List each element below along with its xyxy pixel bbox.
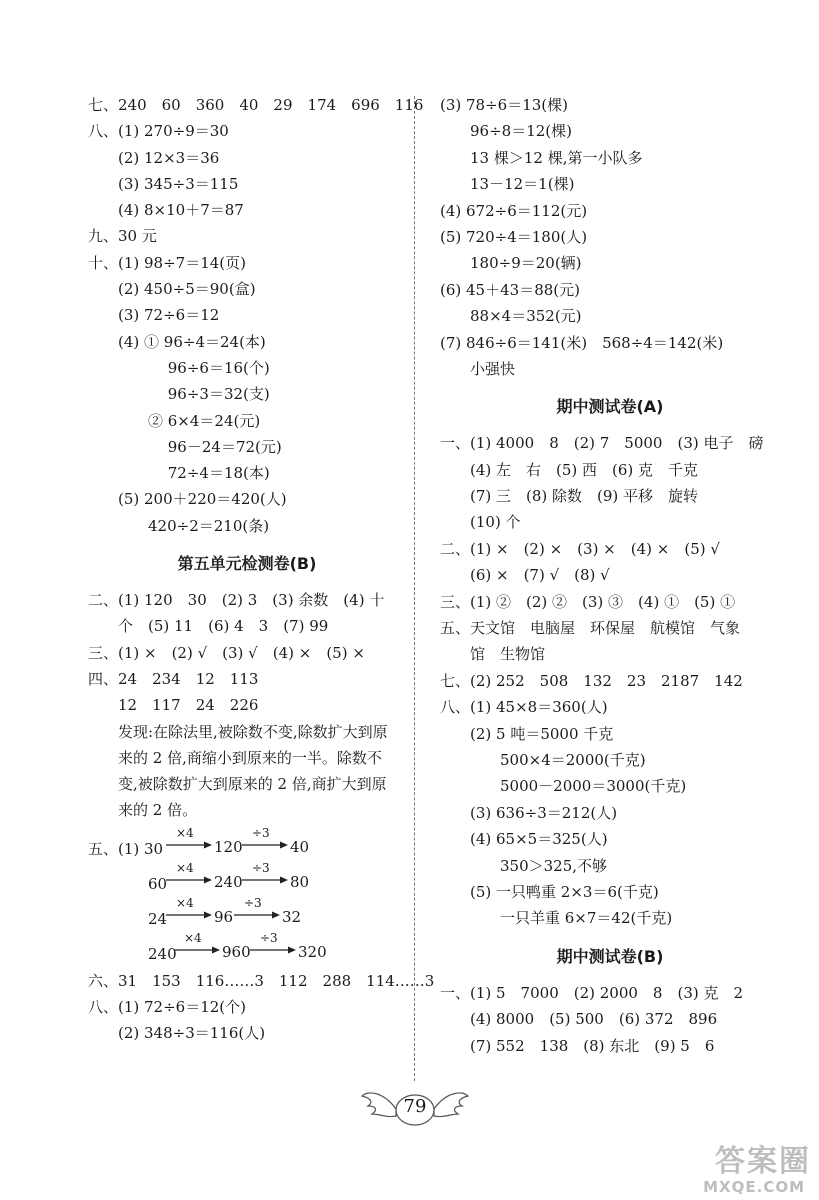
answer-line: (4) 672÷6＝112(元)	[440, 201, 588, 220]
answer-line: 一、(1) 4000 8 (2) 7 5000 (3) 电子 磅	[440, 434, 764, 453]
answer-line: (5) 一只鸭重 2×3＝6(千克)	[440, 882, 659, 901]
chain-end: 80	[290, 872, 310, 891]
operation-label: ×4	[184, 930, 202, 945]
answers-block-c	[88, 968, 435, 1047]
answer-line: 一、(1) 5 7000 (2) 2000 8 (3) 克 2	[440, 983, 744, 1002]
answer-line: (7) 三 (8) 除数 (9) 平移 旋转	[440, 487, 699, 506]
answer-line: (3) 78÷6＝13(棵)	[440, 96, 569, 114]
arrow-chain-row	[88, 824, 406, 859]
arrow-icon	[166, 826, 212, 856]
section-title-midterm-a: 期中测试卷(A)	[556, 397, 664, 417]
chain-start: 240	[88, 944, 177, 963]
answer-line: 13－12＝1(棵)	[440, 175, 575, 194]
answer-line: 96÷6＝16(个)	[88, 358, 270, 377]
operation-label: ×4	[176, 825, 194, 840]
answer-line: 馆 生物馆	[440, 645, 546, 664]
answer-line: (2) 12×3＝36	[88, 148, 220, 167]
answer-line: (10) 个	[440, 513, 521, 532]
answer-line: (6) × (7) √ (8) √	[440, 566, 610, 585]
answer-line: (5) 720÷4＝180(人)	[440, 227, 588, 246]
answer-line: 七、(2) 252 508 132 23 2187 142	[440, 671, 743, 690]
answer-line: 180÷9＝20(辆)	[440, 254, 582, 273]
answers-block-a	[88, 92, 424, 539]
answer-line: 72÷4＝18(本)	[88, 464, 270, 483]
page-number: 79	[403, 1096, 427, 1117]
answer-line: (6) 45＋43＝88(元)	[440, 280, 580, 299]
answer-line: 500×4＝2000(千克)	[440, 750, 646, 769]
answer-line: (4) ① 96÷4＝24(本)	[88, 332, 266, 351]
answer-line: 三、(1) ② (2) ② (3) ③ (4) ① (5) ①	[440, 592, 736, 611]
page-number-badge	[360, 1082, 470, 1136]
chain-start: 五、(1) 30	[88, 839, 164, 858]
answers-block-b	[440, 430, 780, 931]
watermark-logo	[651, 1136, 811, 1196]
operation-label: ÷3	[252, 825, 270, 840]
watermark-text: 答案圈	[715, 1144, 811, 1179]
answer-line: (2) 348÷3＝116(人)	[88, 1024, 266, 1043]
answer-line: 变,被除数扩大到原来的 2 倍,商扩大到原	[88, 775, 387, 794]
answer-line: 八、(1) 72÷6＝12(个)	[88, 998, 247, 1017]
arrow-icon	[234, 896, 280, 926]
answer-line: 二、(1) × (2) × (3) × (4) × (5) √	[440, 539, 720, 558]
chain-end: 320	[298, 942, 327, 961]
answer-line: 一只羊重 6×7＝42(千克)	[440, 909, 673, 928]
answer-line: (4) 65×5＝325(人)	[440, 830, 608, 849]
arrow-icon	[174, 931, 220, 961]
answer-line: (7) 552 138 (8) 东北 (9) 5 6	[440, 1036, 715, 1055]
answer-line: 七、240 60 360 40 29 174 696 116	[88, 96, 424, 114]
chain-middle: 96	[214, 907, 234, 926]
arrow-icon	[242, 861, 288, 891]
column-divider	[414, 96, 415, 1081]
operation-label: ×4	[176, 860, 194, 875]
answer-line: 12 117 24 226	[88, 696, 259, 715]
answer-line: 八、(1) 45×8＝360(人)	[440, 698, 608, 717]
answer-line: 六、31 153 116……3 112 288 114……3	[88, 971, 435, 990]
answer-line: 四、24 234 12 113	[88, 669, 259, 688]
arrow-chain-row	[88, 894, 406, 929]
answer-line: (4) 8×10＋7＝87	[88, 201, 244, 220]
answer-line: 96÷8＝12(棵)	[440, 122, 572, 141]
answer-line: 96÷3＝32(支)	[88, 385, 270, 404]
operation-label: ÷3	[244, 895, 262, 910]
answer-line: (3) 72÷6＝12	[88, 306, 220, 325]
answer-line: 八、(1) 270÷9＝30	[88, 122, 229, 141]
answer-line: 96－24＝72(元)	[88, 437, 282, 456]
arrow-icon	[166, 861, 212, 891]
answer-line: 小强快	[440, 359, 516, 378]
answer-line: (3) 636÷3＝212(人)	[440, 803, 618, 822]
answer-line: 420÷2＝210(条)	[88, 516, 270, 535]
answer-line: 88×4＝352(元)	[440, 307, 582, 326]
answer-line: 三、(1) × (2) √ (3) √ (4) × (5) ×	[88, 643, 365, 662]
answer-line: ② 6×4＝24(元)	[88, 411, 261, 430]
left-column	[88, 92, 435, 1047]
answer-line: 350＞325,不够	[440, 856, 608, 875]
operation-label: ×4	[176, 895, 194, 910]
answers-block-b	[88, 587, 406, 824]
answer-line: (4) 8000 (5) 500 (6) 372 896	[440, 1010, 718, 1029]
arrow-chain-row	[88, 859, 406, 894]
answer-line: 13 棵＞12 棵,第一小队多	[440, 148, 643, 167]
chain-middle: 960	[222, 942, 251, 961]
watermark-url: MXQE.COM	[703, 1178, 805, 1196]
arrow-icon	[242, 826, 288, 856]
right-column	[440, 92, 780, 1059]
answer-line: 来的 2 倍,商缩小到原来的一半。除数不	[88, 748, 382, 767]
answer-line: (2) 5 吨＝5000 千克	[440, 724, 614, 743]
arrow-chains	[88, 824, 406, 964]
arrow-icon	[166, 896, 212, 926]
chain-end: 40	[290, 837, 310, 856]
chain-start: 24	[88, 909, 168, 928]
answer-line: 二、(1) 120 30 (2) 3 (3) 余数 (4) 十	[88, 591, 385, 610]
chain-middle: 120	[214, 837, 243, 856]
answer-line: 5000－2000＝3000(千克)	[440, 777, 687, 796]
arrow-chain-row	[88, 929, 406, 964]
answers-block-a	[440, 92, 780, 382]
answer-line: (4) 左 右 (5) 西 (6) 克 千克	[440, 460, 699, 479]
chain-end: 32	[282, 907, 302, 926]
answer-line: 来的 2 倍。	[88, 801, 198, 820]
answer-line: (3) 345÷3＝115	[88, 174, 239, 193]
answer-line: (7) 846÷6＝141(米) 568÷4＝142(米)	[440, 333, 724, 352]
answer-line: 十、(1) 98÷7＝14(页)	[88, 253, 247, 272]
answer-line: (5) 200＋220＝420(人)	[88, 490, 287, 509]
operation-label: ÷3	[252, 860, 270, 875]
operation-label: ÷3	[260, 930, 278, 945]
answer-line: (2) 450÷5＝90(盒)	[88, 280, 256, 299]
answer-line: 五、天文馆 电脑屋 环保屋 航模馆 气象	[440, 619, 741, 638]
section-title-midterm-b: 期中测试卷(B)	[556, 946, 664, 966]
arrow-icon	[250, 931, 296, 961]
answers-block-c	[440, 980, 780, 1059]
answer-line: 个 (5) 11 (6) 4 3 (7) 99	[88, 617, 329, 636]
answer-line: 发现:在除法里,被除数不变,除数扩大到原	[88, 722, 388, 741]
chain-middle: 240	[214, 872, 243, 891]
answer-line: 九、30 元	[88, 227, 157, 246]
section-title-unit5-b: 第五单元检测卷(B)	[177, 554, 317, 574]
chain-start: 60	[88, 874, 168, 893]
